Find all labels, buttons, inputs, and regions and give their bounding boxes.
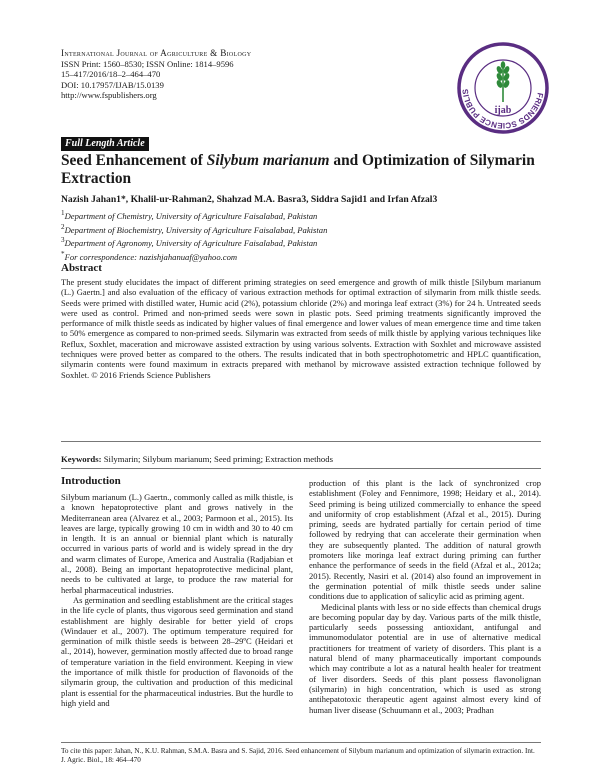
journal-url[interactable]: http://www.fspublishers.org: [61, 90, 157, 101]
affiliation-item: $^1$Department of Chemistry, University of Agriculture Faisalabad, Pakistan: [61, 209, 318, 221]
logo-center-text: ijab: [494, 105, 512, 116]
journal-issn: ISSN Print: 1560–8530; ISSN Online: 1814–9596: [61, 58, 234, 69]
journal-name: International Journal of Agriculture & Biology: [61, 48, 252, 58]
divider-mid: [61, 468, 541, 469]
intro-heading: Introduction: [61, 475, 121, 487]
abstract-heading: Abstract: [61, 262, 102, 274]
intro-paragraph: Silybum marianum (L.) Gaertn., commonly called as milk thistle, is a known hepatoprotective plant and grows natively in the Mediterranean area (Alvarez et al., 2003; Parmoon et al., 2015). Its leaves are large, typically growing 10 cm in width and 30 to 40 cm in length. It is an annual or biennial plant which is naturally occurred in various parts of world and is widely spread in the dry and warm climates of Europe, America and Australia (Radjabian et al., 2008). Being an important hepatoprotective medicinal plant, needs to be cultivated at large, to produce the raw material for herbal pharmaceutical industries.: [61, 492, 293, 595]
keywords: [61, 454, 333, 464]
article-type-banner: Full Length Article: [61, 137, 149, 151]
intro-column-right: [309, 478, 541, 715]
keywords-label: Keywords:: [61, 454, 102, 464]
intro-paragraph: As germination and seedling establishment are the critical stages in the life cycle of plants, thus vigorous seed germination and stand establishment are highly desirable for better yield of crops (Windauer et al., 2007). The optimum temperature required for germination of milk thistle seeds is between 28–29ºC (Heidari et al., 2014), however, germination mostly affected due to broad range of temperature variation in the field environment. Keeping in view the importance of milk thistle for production of flavonoids of the silymarin group, the cultivation and production of this medicinal plant is essential for the pharmaceutical industries. But the hurdle to high yield and: [61, 594, 293, 708]
publisher-logo: [455, 40, 551, 136]
author-list: Nazish Jahan1*, Khalil-ur-Rahman2, Shahzad M.A. Basra3, Siddra Sajid1 and Irfan Afzal3: [61, 194, 438, 205]
intro-paragraph: Medicinal plants with less or no side effects than chemical drugs are becoming popular day by day. Various parts of the milk thistle, particularly seeds possessing antioxidant, antifungal and immunomodulator potential are in use of alternative medical practitioners for treatment of variety of disorders. This plant is a natural blend of many pharmaceutically important compounds which may contribute a lot as a natural health healer for treatment of liver disorders. Seeds of this plant possess flavonolignan (silymarin) in high concentration, which is used as strong antihepatotoxic therapeutic agent against almost every kind of human liver disease (Schuumann et al., 2003; Pradhan: [309, 601, 541, 715]
intro-column-left: [61, 492, 293, 708]
logo-ring-text: FRIENDS SCIENCE PUBLIS: [460, 88, 545, 131]
keywords-text: Silymarin; Silybum marianum; Seed priming; Extraction methods: [103, 454, 333, 464]
divider-top: [61, 441, 541, 442]
citation-footer: To cite this paper: Jahan, N., K.U. Rahman, S.M.A. Basra and S. Sajid, 2016. Seed enhancement of Silybum marianum and optimization of silymarin extraction. Int. J. Agric. Biol., 18: 464–470: [61, 747, 535, 764]
journal-header: [61, 48, 251, 101]
intro-paragraph: production of this plant is the lack of synchronized crop establishment (Foley and Fennimore, 1998; Heidary et al., 2014). Seed priming is being utilized commercially to enhance the speed and uniformity of crop establishment (Afzal et al., 2015). During priming, seeds are hydrated partially for certain period of time followed by redrying that can accelerate their germination when they are subsequently planted. The addition of natural growth promoters like moringa leaf extract during priming can further enhance the performance of seeds in the field (Afzal et al., 2012a; 2015). Recently, Nasiri et al. (2014) also found an improvement in the germination potential of milk thistle seeds under saline conditions due to application of salicylic acid as priming agent.: [309, 478, 541, 602]
wheat-icon: [496, 62, 510, 102]
title-species: Silybum marianum: [206, 152, 330, 169]
journal-doi: DOI: 10.17957/IJAB/15.0139: [61, 79, 164, 90]
publisher-logo-svg: [455, 40, 551, 136]
abstract-body: [61, 277, 541, 380]
title-part2: and Optimization of Silymarin Extraction: [61, 152, 535, 187]
footer-divider: [61, 742, 541, 743]
correspondence: *For correspondence: nazishjahanuaf@yahoo.com: [61, 249, 238, 262]
abstract-text: The present study elucidates the impact of different priming strategies on seed emergence and growth of milk thistle [Silybum marianum (L.) Gaertn.] and also evaluation of the efficacy of various extraction methods for optimal extraction of silymarin from milk thistle seeds. Seeds were primed with distilled water, Humic acid (2%), potassium chloride (2%) and moringa leaf extract (3%) for 24 h. Untreated seeds were used as control. Primed and non-primed seeds were sown in plastic pots. Seed priming treatments significantly improved the performance of milk thistle seeds as indicated by higher values of final emergence and lower values of mean emergence time and time taken to 50% emergence as compared to non-primed seeds. Silymarin was extracted from seeds of milk thistle by applying various techniques like Reflux, Soxhlet, maceration and microwave assisted extraction by using various solvents. Extraction with Soxhlet and microwave assisted techniques were proved better as compared to the others. The results indicated that in both spectrophotometric and HPLC quantification, silymarin contents were found maximum in extracts prepared with methanol by microwave assisted extraction technique followed by Soxhlet. © 2016 Friends Science Publishers: [61, 277, 541, 380]
journal-ref: 15–417/2016/18–2–464–470: [61, 69, 161, 80]
title-part1: Seed Enhancement of: [61, 152, 207, 169]
paper-title: [61, 152, 541, 188]
affiliation-item: $^3$Department of Agronomy, University of Agriculture Faisalabad, Pakistan: [61, 236, 318, 249]
affiliation-item: $^2$Department of Biochemistry, University of Agriculture Faisalabad, Pakistan: [61, 222, 328, 235]
affiliations: [61, 208, 327, 263]
